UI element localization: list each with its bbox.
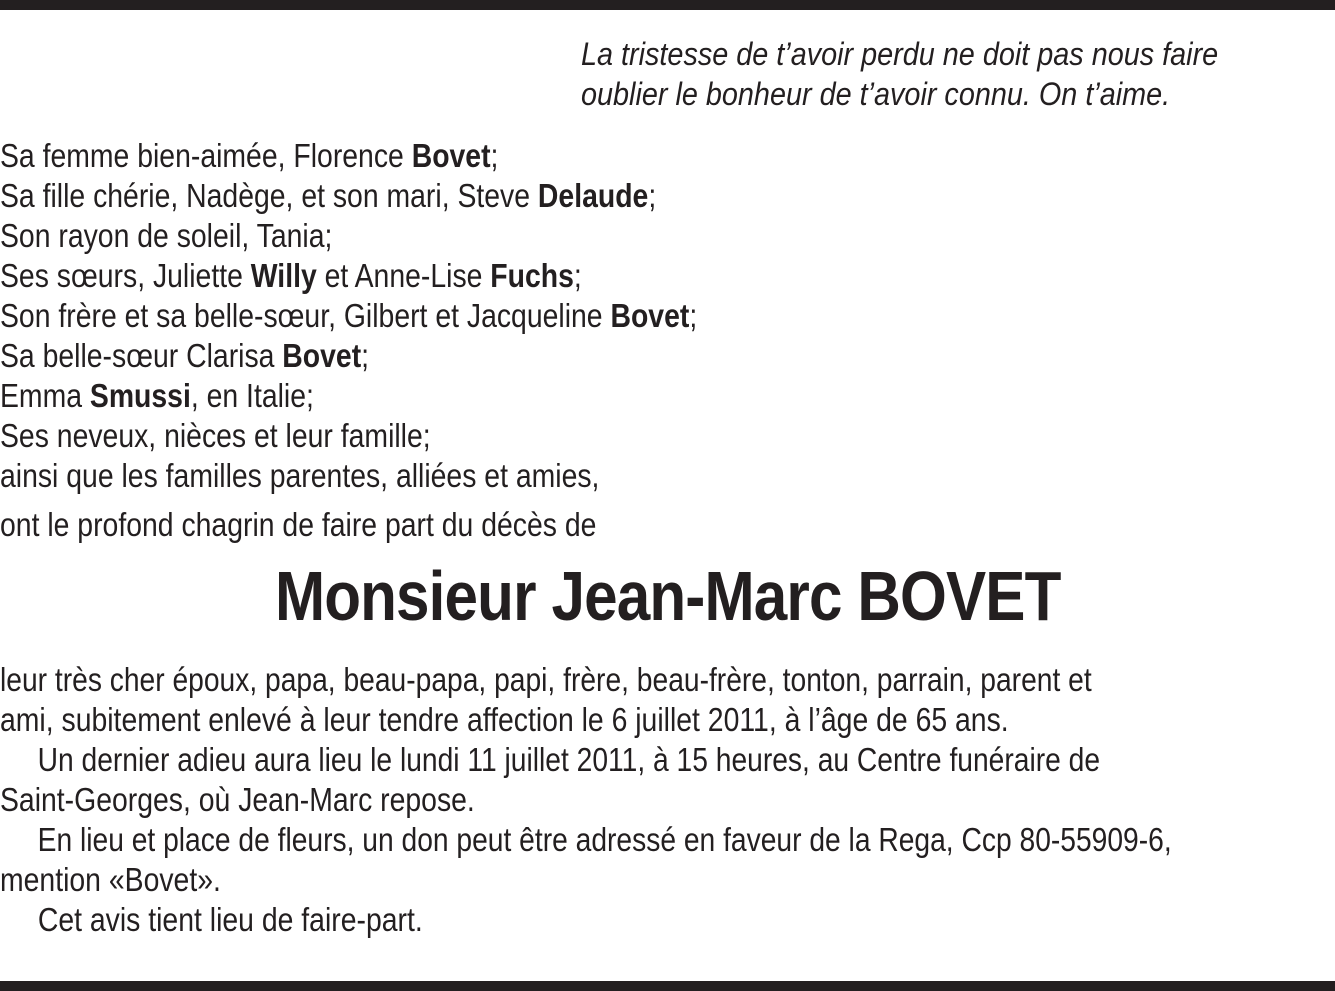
announcement-body bbox=[0, 660, 1335, 940]
family-line: ainsi que les familles parentes, alliées et amies, bbox=[0, 457, 600, 494]
family-line: Ses neveux, nièces et leur famille; bbox=[0, 417, 431, 454]
family-surname: Smussi bbox=[89, 377, 191, 414]
body-line: leur très cher époux, papa, beau-papa, papi, frère, beau-frère, tonton, parrain, parent et bbox=[0, 661, 1092, 698]
family-surname: Willy bbox=[250, 257, 317, 294]
epigraph-quote bbox=[581, 34, 1258, 114]
epigraph-line: oublier le bonheur de t’avoir connu. On t’aime. bbox=[581, 76, 1171, 112]
family-line: Emma Smussi, en Italie; bbox=[0, 377, 314, 414]
body-line: ami, subitement enlevé à leur tendre affection le 6 juillet 2011, à l’âge de 65 ans. bbox=[0, 701, 1009, 738]
family-line: Son rayon de soleil, Tania; bbox=[0, 217, 333, 254]
family-surname: Fuchs bbox=[490, 257, 574, 294]
family-line: Ses sœurs, Juliette Willy et Anne-Lise Fuchs; bbox=[0, 257, 582, 294]
family-list bbox=[0, 136, 697, 496]
family-line: Sa belle-sœur Clarisa Bovet; bbox=[0, 337, 370, 374]
family-surname: Bovet bbox=[282, 337, 362, 374]
body-line: En lieu et place de fleurs, un don peut être adressé en faveur de la Rega, Ccp 80-55909-6, bbox=[37, 821, 1172, 858]
body-line: Cet avis tient lieu de faire-part. bbox=[37, 901, 423, 938]
body-line: Un dernier adieu aura lieu le lundi 11 juillet 2011, à 15 heures, au Centre funéraire de bbox=[37, 741, 1101, 778]
deceased-name-heading bbox=[0, 556, 1335, 636]
body-line: Saint-Georges, où Jean-Marc repose. bbox=[0, 781, 475, 818]
family-line: Son frère et sa belle-sœur, Gilbert et Jacqueline Bovet; bbox=[0, 297, 698, 334]
family-surname: Bovet bbox=[411, 137, 491, 174]
deceased-name: Monsieur Jean-Marc BOVET bbox=[274, 557, 1061, 635]
epigraph-line: La tristesse de t’avoir perdu ne doit pas nous faire bbox=[581, 36, 1219, 72]
family-line: Sa femme bien-aimée, Florence Bovet; bbox=[0, 137, 499, 174]
bottom-border-rule bbox=[0, 981, 1335, 991]
family-surname: Delaude bbox=[537, 177, 649, 214]
body-line: mention «Bovet». bbox=[0, 861, 221, 898]
top-border-rule bbox=[0, 0, 1335, 10]
family-surname: Bovet bbox=[610, 297, 690, 334]
announcement-intro: ont le profond chagrin de faire part du décès de bbox=[0, 506, 597, 543]
family-line: Sa fille chérie, Nadège, et son mari, Steve Delaude; bbox=[0, 177, 657, 214]
